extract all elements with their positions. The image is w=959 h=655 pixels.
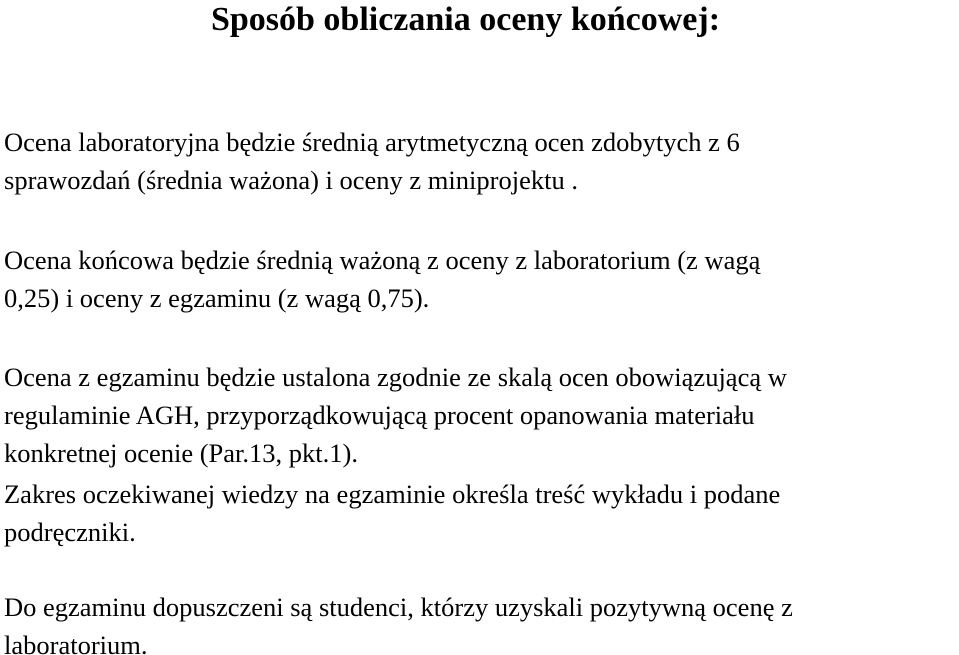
text-line: 0,25) i oceny z egzaminu (z wagą 0,75). (4, 283, 430, 313)
text-line: Zakres oczekiwanej wiedzy na egzaminie określa treść wykładu i podane (4, 479, 781, 509)
paragraph-laboratory-grade (4, 123, 959, 199)
text-line: laboratorium. (4, 630, 148, 655)
paragraph-exam-scope (4, 475, 959, 551)
text-line: konkretnej ocenie (Par.13, pkt.1). (4, 438, 358, 468)
text-line: podręczniki. (4, 517, 136, 547)
text-line: Do egzaminu dopuszczeni są studenci, którzy uzyskali pozytywną ocenę z (4, 592, 793, 622)
text-line: Ocena laboratoryjna będzie średnią arytmetyczną ocen zdobytych z 6 (4, 127, 740, 157)
text-line: Ocena końcowa będzie średnią ważoną z oceny z laboratorium (z wagą (4, 245, 761, 275)
text-line: regulaminie AGH, przyporządkowującą procent opanowania materiału (4, 400, 755, 430)
page-title: Sposób obliczania oceny końcowej: (210, 1, 721, 38)
paragraph-exam-admission (4, 588, 959, 655)
paragraph-exam-grade (4, 358, 959, 472)
paragraph-final-grade (4, 241, 959, 317)
text-line: sprawozdań (średnia ważona) i oceny z miniprojektu . (4, 165, 578, 195)
text-line: Ocena z egzaminu będzie ustalona zgodnie ze skalą ocen obowiązującą w (4, 362, 787, 392)
